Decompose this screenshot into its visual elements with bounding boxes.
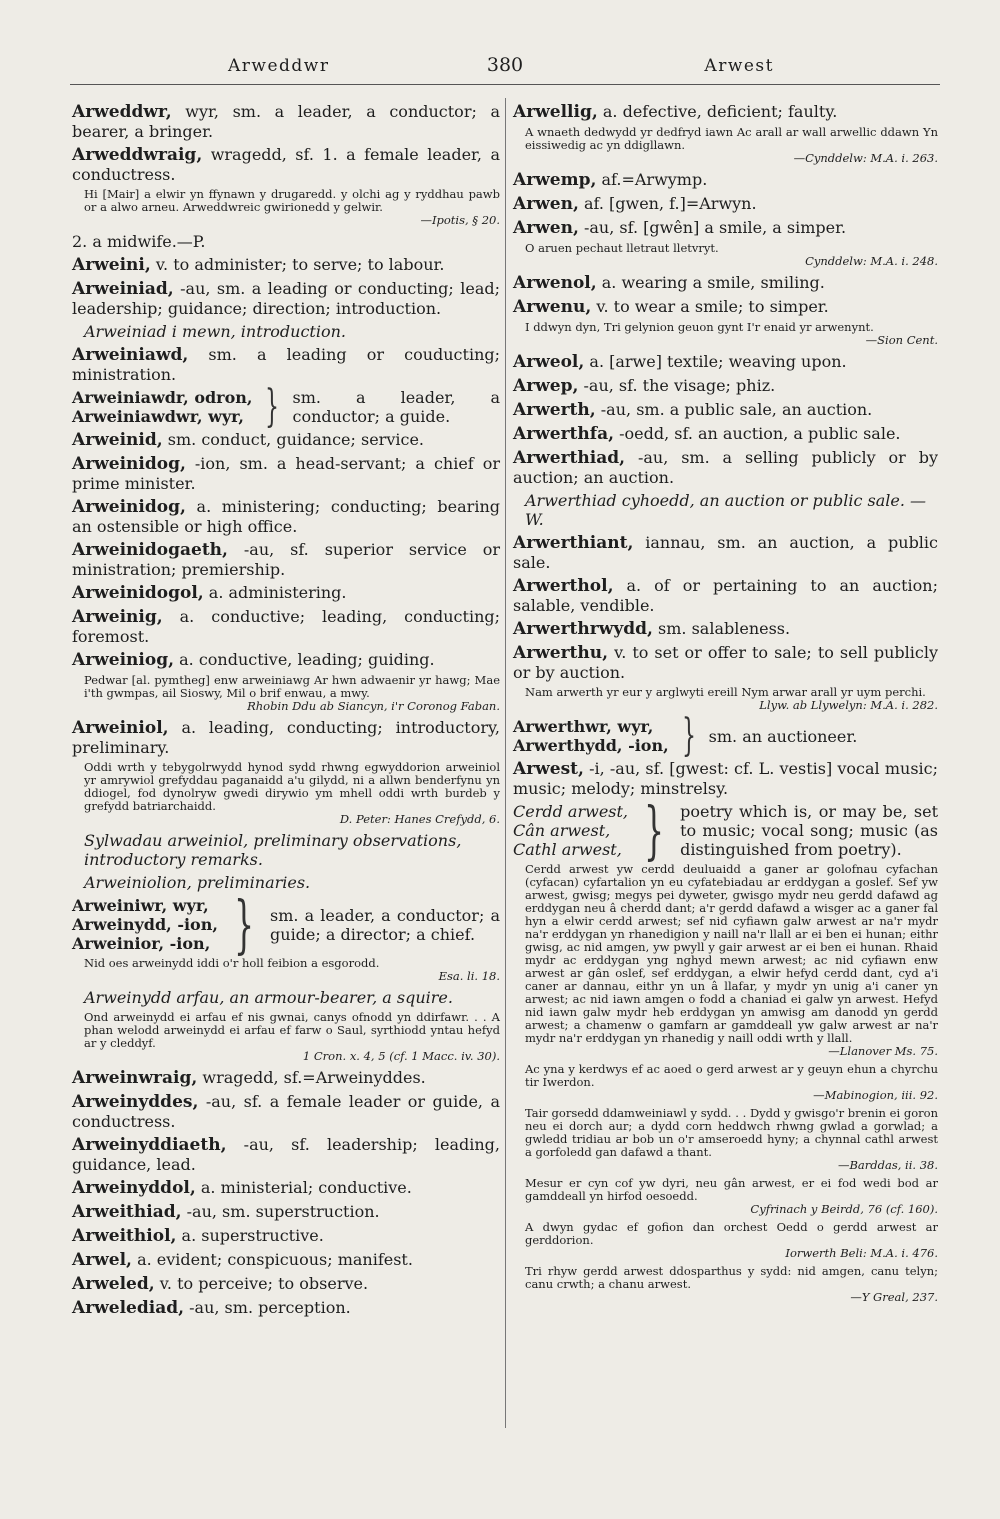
header-right-guideword: Arwest [704,56,774,76]
grouped-entry [72,888,500,961]
brace-glyph: } [233,888,254,961]
headword: Arweithiad, [72,1202,182,1222]
grouped-entry [513,794,938,867]
dictionary-entry [513,448,938,487]
citation [525,126,938,165]
citation [84,674,500,713]
citation-text: Nid oes arweinydd iddi o'r holl feibion a esgorodd. [84,956,380,970]
definition: -au, sm. superstruction. [181,1202,380,1221]
headword: Arweinidog, [72,454,186,474]
definition: v. to administer; to serve; to labour. [150,255,445,274]
headword: Arweiniawdwr, wyr, [72,407,244,426]
grouped-entry [513,710,938,761]
dictionary-entry [513,576,938,615]
definition: a. of or pertaining to an auction; salable, vendible. [513,576,938,615]
definition: a. ministering; conducting; bearing an ostensible or high office. [72,497,500,536]
headword: Arweinidogol, [72,583,204,603]
dictionary-entry [72,1092,500,1131]
headword: Arwenu, [513,297,592,317]
headword: Arwenol, [513,273,597,293]
definition: wragedd, sf. 1. a female leader, a conductress. [72,145,500,184]
dictionary-entry [72,1178,500,1198]
dictionary-entry [72,1135,500,1174]
dictionary-entry [72,102,500,141]
dictionary-entry [72,540,500,579]
dictionary-entry [513,194,938,214]
definition: -au, sf. a female leader or guide, a conductress. [72,1092,500,1131]
citation-source: 1 Cron. x. 4, 5 (cf. 1 Macc. iv. 30). [302,1049,500,1063]
headword: Arweiniwr, wyr, [72,896,209,915]
headword: Arweinyddiaeth, [72,1135,227,1155]
headword: Arweithiol, [72,1226,177,1246]
dictionary-entry [72,345,500,384]
grouped-headwords [513,717,669,755]
definition: sm. an auctioneer. [708,726,858,746]
citation [525,1177,938,1216]
headword: Cerdd arwest, [513,802,629,821]
dictionary-entry [72,650,500,670]
definition: sm. salableness. [652,619,791,638]
headword: Arwelediad, [72,1298,185,1318]
dictionary-entry [72,1202,500,1222]
dictionary-entry [72,1298,500,1318]
headword: Arwemp, [513,170,597,190]
definition: wyr, sm. a leader, a conductor; a bearer, a bringer. [72,102,500,141]
citation-source: —Llanover Ms. 75. [828,1044,938,1058]
dictionary-entry [72,583,500,603]
sub-entry: Arweiniad i mewn, introduction. [84,322,346,341]
citation-source: —Sion Cent. [865,333,938,347]
headword: Arweiniawd, [72,345,189,365]
header-left-guideword: Arweddwr [228,56,330,76]
citation-source: Rhobin Ddu ab Siancyn, i'r Coronog Faban. [247,699,500,713]
headword: Arweinig, [72,607,163,627]
definition: sm. a leading or couducting; ministration. [72,345,500,384]
headword: Arweiniog, [72,650,175,670]
definition: -au, sm. a leading or conducting; lead; leadership; guidance; direction; introduction. [72,279,500,318]
definition: -ion, sm. a head-servant; a chief or prime minister. [72,454,500,493]
headword: Arwerthfa, [513,424,615,444]
definition: -au, sf. the visage; phiz. [578,376,776,395]
headword: Arwen, [513,218,579,238]
headword: Arwel, [72,1250,132,1270]
dictionary-entry [72,255,500,275]
citation-source: Cyfrinach y Beirdd, 76 (cf. 160). [750,1202,938,1216]
citation-source: D. Peter: Hanes Crefydd, 6. [339,812,500,826]
headword: Arwen, [513,194,579,214]
headword: Arweol, [513,352,585,372]
citation-text: Pedwar [al. pymtheg] enw arweiniawg Ar hwn adwaenir yr hawg; Mae i'th gwmpas, ail Sioswy, Mil o brif enwau, a mwy. [84,673,500,700]
citation [525,1221,938,1260]
definition: v. to set or offer to sale; to sell publicly or by auction. [513,643,938,682]
definition: af. [gwen, f.]=Arwyn. [578,194,757,213]
definition: a. [arwe] textile; weaving upon. [584,352,847,371]
citation-source: Iorwerth Beli: M.A. i. 476. [785,1246,938,1260]
dictionary-entry [72,718,500,757]
definition: a. administering. [203,583,347,602]
definition: af.=Arwymp. [596,170,708,189]
citation-text: A wnaeth dedwydd yr dedfryd iawn Ac arall ar wall arwellic ddawn Yn eissiwedig ac yn ddigllawn. [525,125,938,152]
grouped-headwords [72,388,252,426]
headword: Arweiniad, [72,279,174,299]
grouped-entry [72,381,500,432]
page-number: 380 [486,54,524,76]
definition: a. wearing a smile, smiling. [596,273,825,292]
sub-entry: Sylwadau arweiniol, preliminary observations, introductory remarks. [84,831,462,869]
definition: -oedd, sf. an auction, a public sale. [614,424,901,443]
brace-glyph: } [681,710,696,761]
left-column [72,102,500,1322]
grouped-headwords [513,802,628,859]
citation-text: Ac yna y kerdwys ef ac aoed o gerd arwest ar y geuyn ehun a chyrchu tir Iwerdon. [525,1062,938,1089]
definition: iannau, sm. an auction, a public sale. [513,533,938,572]
dictionary-entry [513,297,938,317]
right-column [513,102,938,1309]
definition: a. superstructive. [176,1226,324,1245]
dictionary-entry [513,273,938,293]
citation-text: Ond arweinydd ei arfau ef nis gwnai, canys ofnodd yn ddirfawr. . . A phan welodd arweinydd ei arfau ef farw o Saul, syrthiodd yntau hefyd ar y cleddyf. [84,1010,500,1050]
dictionary-entry [513,102,938,122]
headword: Arweddwraig, [72,145,203,165]
headword: Arweinid, [72,430,163,450]
dictionary-entry [513,170,938,190]
dictionary-entry [513,400,938,420]
definition: -i, -au, sf. [gwest: cf. L. vestis] vocal music; music; melody; minstrelsy. [513,759,938,798]
citation [525,321,938,347]
headword: Arwerthol, [513,576,614,596]
headword: Arwerthu, [513,643,609,663]
citation [84,761,500,826]
headword: Cathl arwest, [513,840,622,859]
definition: a. conductive; leading, conducting; foremost. [72,607,500,646]
definition: -au, sm. a selling publicly or by auction; an auction. [513,448,938,487]
definition: poetry which is, or may be, set to music; vocal song; music (as distinguished from poetry). [680,802,938,859]
definition: a. evident; conspicuous; manifest. [131,1250,413,1269]
definition: a. ministerial; conductive. [195,1178,412,1197]
headword: Arweinidog, [72,497,186,517]
headword: Arweinidogaeth, [72,540,228,560]
headword: Arweinyddol, [72,1178,196,1198]
dictionary-entry [513,218,938,238]
dictionary-entry [72,1274,500,1294]
dictionary-entry [513,619,938,639]
column-divider [505,98,506,1428]
definition: a. defective, deficient; faulty. [597,102,838,121]
headword: Arweled, [72,1274,155,1294]
dictionary-entry [72,497,500,536]
sense-line: 2. a midwife.—P. [72,232,206,251]
headword: Cân arwest, [513,821,611,840]
headword: Arweinior, -ion, [72,934,211,953]
definition: v. to wear a smile; to simper. [591,297,829,316]
citation-text: Hi [Mair] a elwir yn ffynawn y drugaredd. y olchi ag y ryddhau pawb or a alwo arneu. Arweddwreic gwirionedd y gelwir. [84,187,500,214]
headword: Arwellig, [513,102,598,122]
sub-entry: Arweiniolion, preliminaries. [84,873,311,892]
dictionary-entry [513,352,938,372]
headword: Arweinyddes, [72,1092,199,1112]
headword: Arweinydd, -ion, [72,915,218,934]
citation-text: Cerdd arwest yw cerdd deuluaidd a ganer ar golofnau cyfachan (cyfacan) cyfartalion yn eu cyfatebiadau ar erddygan a goslef. Sef yw arwest, gwisg; megys pei dyweter, gwisgo mydr neu gerdd dafawd ag erddygan neu â cherdd dant; a'r gerdd dafawd a wisger ac a ganer fal hyn a elwir cerdd arwest; sef nid cyfiawn galw arwest ar na'r mydr na'r erddygan yn rhanedigion y naill na'r llall ar ei ben ei hunan; eithr gwisg, ac nid amgen, yw pwyll y gair arwest ar ei ben ei hunan. Rhaid mydr ac erddygan yng nghyd mewn arwest; ac nid cyfiawn enw arwest ar gân oslef, sef erddygan, a elwir hefyd cerdd dant, cyd a'i caner ar dannau, eithr yn un â llafar, y mydr yn unig a'i caner yn arwest; ac nid iawn amgen o fodd a chaniad ei galw yn arwest. Hefyd nid iawn galw mydr heb erddygan yn amwisg am danodd yn gerdd arwest; a chamenw o gamfarn ar gamddeall yw galw arwest ar na'r mydr na'r erddygan yn rhanedig y naill oddi wrth y llall. [525,862,938,1045]
headword: Arweiniol, [72,718,169,738]
dictionary-entry [513,643,938,682]
citation [84,1011,500,1063]
citation [84,188,500,227]
citation [525,242,938,268]
citation-text: Tri rhyw gerdd arwest ddosparthus y sydd: nid amgen, canu telyn; canu crwth; a chanu arwest. [525,1264,938,1291]
citation-text: A dwyn gydac ef gofion dan orchest Oedd o gerdd arwest ar gerddorion. [525,1220,938,1247]
citation-source: Cynddelw: M.A. i. 248. [805,254,938,268]
definition: a. leading, conducting; introductory, preliminary. [72,718,500,757]
dictionary-entry [72,430,500,450]
definition: -au, sf. leadership; leading, guidance, lead. [72,1135,500,1174]
sub-entry: Arweinydd arfau, an armour-bearer, a squire. [84,988,453,1007]
definition: sm. a leader, a conductor; a guide. [292,388,500,426]
citation-source: —Mabinogion, iii. 92. [813,1088,938,1102]
dictionary-entry [72,1068,500,1088]
grouped-headwords [72,896,218,953]
definition: -au, sm. perception. [184,1298,351,1317]
citation-text: Nam arwerth yr eur y arglwyti ereill Nym arwar arall yr uym perchi. [525,685,926,699]
headword: Arweiniawdr, odron, [72,388,253,407]
definition: sm. a leader, a conductor; a guide; a director; a chief. [270,905,500,944]
citation [525,863,938,1058]
citation-text: I ddwyn dyn, Tri gelynion geuon gynt I'r enaid yr arwenynt. [525,320,874,334]
citation [525,1107,938,1172]
headword: Arwerth, [513,400,596,420]
headword: Arwerthiad, [513,448,626,468]
dictionary-entry [72,454,500,493]
running-header [70,50,940,85]
sub-entry: Arwerthiad cyhoedd, an auction or public sale. —W. [525,491,927,529]
headword: Arwerthydd, -ion, [513,736,669,755]
brace-glyph: } [265,381,280,432]
citation-text: Oddi wrth y tebygolrwydd hynod sydd rhwng egwyddorion arweiniol yr amrywiol grefyddau paganaidd a'u gilydd, ni a allwn benderfynu yn ddiogel, fod dynolryw gwedi dirywio ym mhell oddi wrth burdeb y grefydd batriarchaidd. [84,760,500,813]
headword: Arweinwraig, [72,1068,198,1088]
dictionary-entry [72,607,500,646]
definition: sm. conduct, guidance; service. [162,430,424,449]
brace-glyph: } [644,794,665,867]
dictionary-entry [72,1226,500,1246]
dictionary-entry [513,533,938,572]
citation [525,1265,938,1304]
dictionary-entry [72,145,500,184]
headword: Arwerthrwydd, [513,619,653,639]
dictionary-entry [72,1250,500,1270]
definition: -au, sf. [gwên] a smile, a simper. [578,218,847,237]
citation-text: O aruen pechaut lletraut lletvryt. [525,241,719,255]
citation-source: —Ipotis, § 20. [420,213,500,227]
citation-source: Llyw. ab Llywelyn: M.A. i. 282. [759,698,938,712]
citation-text: Tair gorsedd ddamweiniawl y sydd. . . Dydd y gwisgo'r brenin ei goron neu ei dorch aur; a dydd corn heddwch rhwng gwlad a gorwlad; a gwledd tridiau ar bob un o'r amseroedd hyny; a chynnal cathl arwest a gorfoledd gan dafawd a thant. [525,1106,938,1159]
headword: Arwest, [513,759,584,779]
headword: Arweini, [72,255,151,275]
definition: a. conductive, leading; guiding. [174,650,435,669]
dictionary-entry [513,376,938,396]
citation [525,1063,938,1102]
citation-source: —Y Greal, 237. [850,1290,938,1304]
dictionary-entry [72,279,500,318]
citation-source: Esa. li. 18. [438,969,500,983]
citation-text: Mesur er cyn cof yw dyri, neu gân arwest, er ei fod wedi bod ar gamddeall yn hirfod oesoedd. [525,1176,938,1203]
definition: wragedd, sf.=Arweinyddes. [197,1068,426,1087]
headword: Arweddwr, [72,102,172,122]
citation-source: —Barddas, ii. 38. [837,1158,938,1172]
headword: Arwerthwr, wyr, [513,717,654,736]
definition: -au, sm. a public sale, an auction. [595,400,873,419]
headword: Arwep, [513,376,579,396]
citation [84,957,500,983]
citation-source: —Cynddelw: M.A. i. 263. [793,151,938,165]
dictionary-entry [513,759,938,798]
definition: -au, sf. superior service or ministration; premiership. [72,540,500,579]
dictionary-entry [513,424,938,444]
definition: v. to perceive; to observe. [154,1274,369,1293]
headword: Arwerthiant, [513,533,634,553]
citation [525,686,938,712]
